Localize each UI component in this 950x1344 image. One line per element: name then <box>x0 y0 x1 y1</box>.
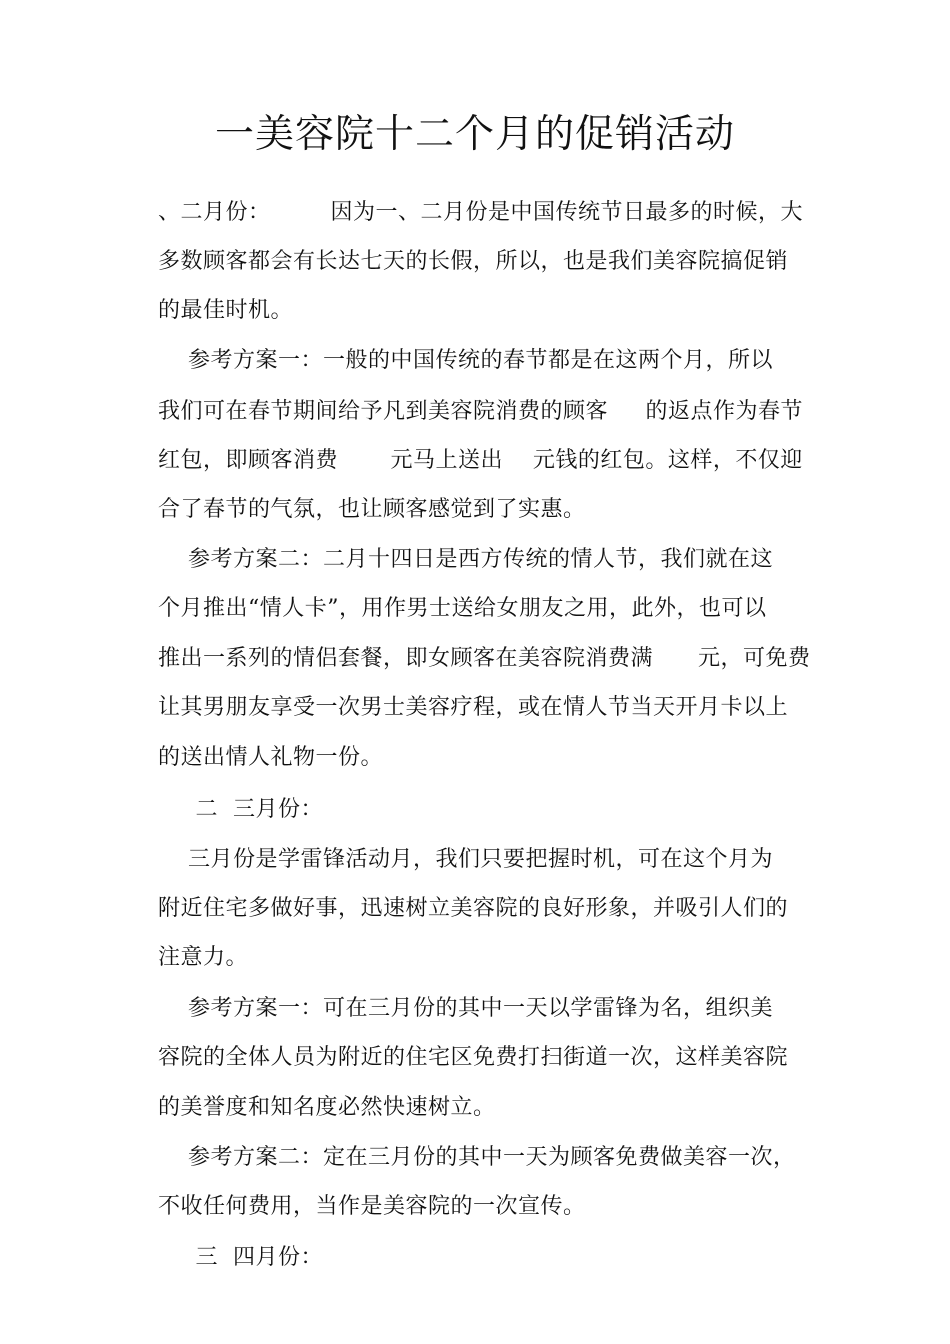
section-heading: 二 三月份： <box>158 797 323 822</box>
paragraph-line: 参考方案二：二月十四日是西方传统的情人节，我们就在这 <box>158 547 773 572</box>
paragraph-line: 多数顾客都会有长达七天的长假，所以，也是我们美容院搞促销 <box>158 249 789 274</box>
paragraph-line: 红包，即顾客消费 元马上送出 元钱的红包。这样，不仅迎 <box>158 448 803 473</box>
paragraph-line: 不收任何费用，当作是美容院的一次宣传。 <box>158 1194 586 1219</box>
paragraph-line: 注意力。 <box>158 945 249 970</box>
paragraph-line: 附近住宅多做好事，迅速树立美容院的良好形象，并吸引人们的 <box>158 896 789 921</box>
paragraph-line: 三月份是学雷锋活动月，我们只要把握时机，可在这个月为 <box>158 847 773 872</box>
paragraph-line: 容院的全体人员为附近的住宅区免费打扫街道一次，这样美容院 <box>158 1045 789 1070</box>
paragraph-line: 我们可在春节期间给予凡到美容院消费的顾客 的返点作为春节 <box>158 399 803 424</box>
paragraph-line: 参考方案二：定在三月份的其中一天为顾客免费做美容一次， <box>158 1145 796 1170</box>
document-title: 一美容院十二个月的促销活动 <box>214 112 735 157</box>
section-heading: 三 四月份： <box>158 1245 323 1270</box>
paragraph-line: 合了春节的气氛，也让顾客感觉到了实惠。 <box>158 497 586 522</box>
paragraph-line: 参考方案一：一般的中国传统的春节都是在这两个月，所以 <box>158 348 773 373</box>
paragraph-line: 让其男朋友享受一次男士美容疗程，或在情人节当天开月卡以上 <box>158 695 789 720</box>
paragraph-line: 的美誉度和知名度必然快速树立。 <box>158 1095 496 1120</box>
paragraph-line: 参考方案一：可在三月份的其中一天以学雷锋为名，组织美 <box>158 996 773 1021</box>
paragraph-line: 的送出情人礼物一份。 <box>158 745 384 770</box>
paragraph-line: 个月推出“情人卡”，用作男士送给女朋友之用，此外，也可以 <box>158 596 767 621</box>
paragraph-line: 的最佳时机。 <box>158 298 294 323</box>
paragraph-line: 、二月份： 因为一、二月份是中国传统节日最多的时候，大 <box>158 200 803 225</box>
paragraph-line: 推出一系列的情侣套餐，即女顾客在美容院消费满 元，可免费 <box>158 646 811 671</box>
